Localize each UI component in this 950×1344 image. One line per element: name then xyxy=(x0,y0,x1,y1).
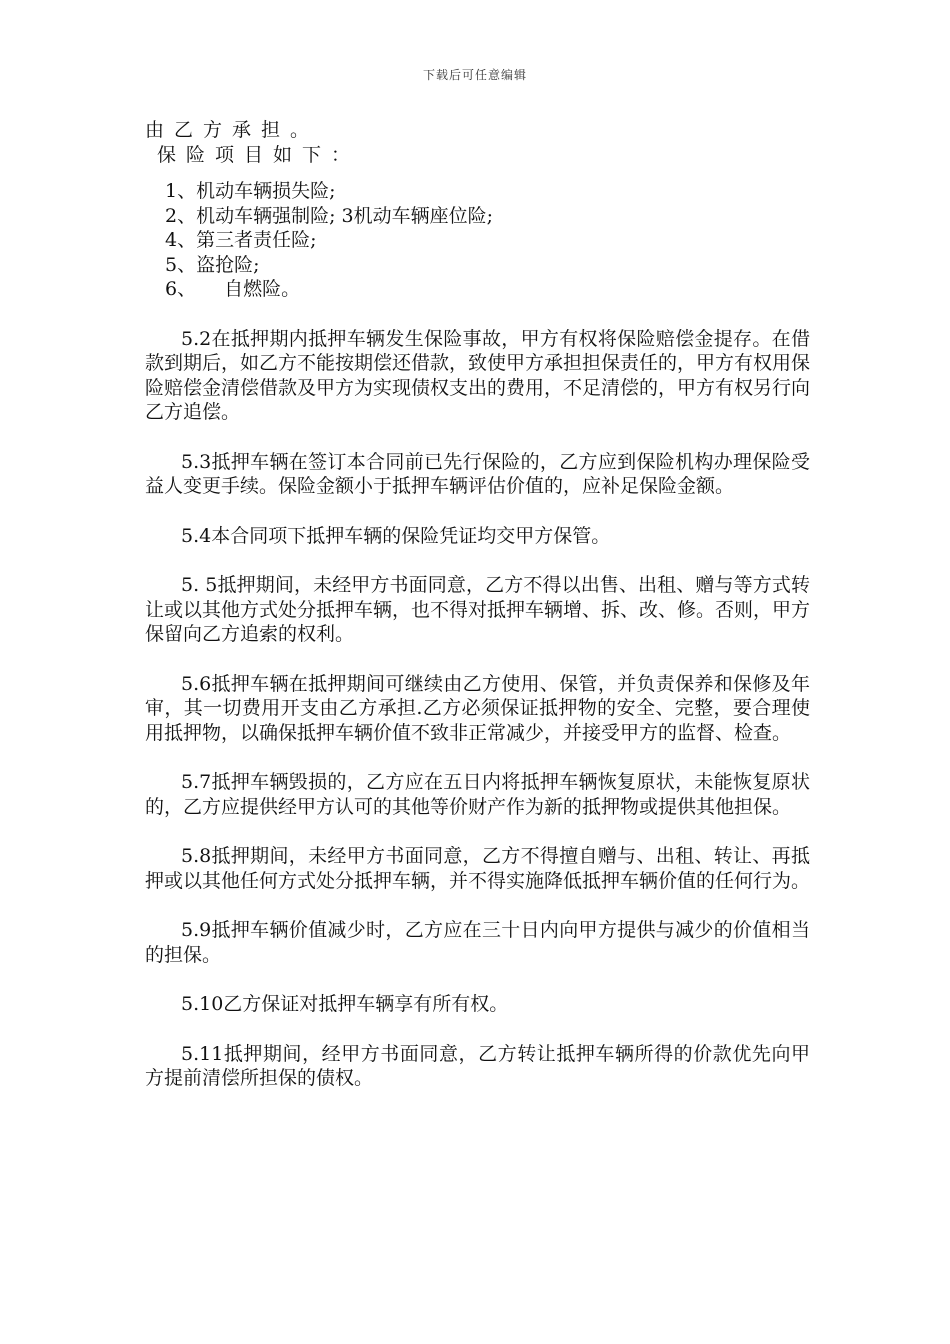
spacer xyxy=(145,1017,810,1042)
spacer xyxy=(145,425,810,450)
page-header: 下载后可任意编辑 xyxy=(422,68,527,82)
list-item-number: 4、 xyxy=(165,229,197,251)
clause-5-11: 5.11抵押期间，经甲方书面同意，乙方转让抵押车辆所得的价款优先向甲方提前清偿所担保的债权。 xyxy=(145,1042,810,1089)
clause-5-3: 5.3抵押车辆在签订本合同前已先行保险的，乙方应到保险机构办理保险受益人变更手续。保险金额小于抵押车辆评估价值的，应补足保险金额。 xyxy=(145,450,810,497)
list-item xyxy=(145,277,810,302)
list-item xyxy=(145,253,810,278)
document-body xyxy=(145,118,810,1091)
clause-5-2: 5.2在抵押期内抵押车辆发生保险事故，甲方有权将保险赔偿金提存。在借款到期后，如乙方不能按期偿还借款，致使甲方承担担保责任的，甲方有权用保险赔偿金清偿借款及甲方为实现债权支出的费用，不足清偿的，甲方有权另行向乙方追偿。 xyxy=(145,327,811,423)
clause-5-7: 5.7抵押车辆毁损的，乙方应在五日内将抵押车辆恢复原状，未能恢复原状的，乙方应提供经甲方认可的其他等价财产作为新的抵押物或提供其他担保。 xyxy=(145,771,810,818)
spacer xyxy=(145,893,810,918)
list-item-number: 1、 xyxy=(165,180,197,202)
list-item-number: 6、 xyxy=(165,278,197,300)
spacer xyxy=(145,647,810,672)
spacer xyxy=(145,302,810,327)
list-item-text: 第三者责任险; xyxy=(196,229,317,251)
clause-5-10: 5.10乙方保证对抵押车辆享有所有权。 xyxy=(181,993,509,1015)
clause-5-8: 5.8抵押期间，未经甲方书面同意，乙方不得擅自赠与、出租、转让、再抵押或以其他任何方式处分抵押车辆，并不得实施降低抵押车辆价值的任何行为。 xyxy=(145,845,811,892)
clause-5-5: 5. 5抵押期间，未经甲方书面同意，乙方不得以出售、出租、赠与等方式转让或以其他方式处分抵押车辆，也不得对抵押车辆增、拆、改、修。否则，甲方保留向乙方追索的权利。 xyxy=(145,574,811,645)
list-item-text: 自燃险。 xyxy=(224,278,301,300)
spacer xyxy=(145,819,810,844)
spacer xyxy=(145,548,810,573)
clause-5-4: 5.4本合同项下抵押车辆的保险凭证均交甲方保管。 xyxy=(181,524,611,547)
intro-line-1: 由乙方承担。 xyxy=(145,119,320,141)
list-item-text: 盗抢险; xyxy=(196,253,260,276)
clause-5-9: 5.9抵押车辆价值减少时，乙方应在三十日内向甲方提供与减少的价值相当的担保。 xyxy=(145,919,810,966)
spacer xyxy=(145,499,810,524)
list-item-text: 机动车辆强制险; 3机动车辆座位险; xyxy=(196,204,494,227)
insurance-list xyxy=(145,179,810,302)
list-item xyxy=(145,204,810,229)
spacer xyxy=(145,967,810,992)
clause-5-6: 5.6抵押车辆在抵押期间可继续由乙方使用、保管，并负责保养和保修及年审，其一切费用开支由乙方承担.乙方必须保证抵押物的安全、完整，要合理使用抵押物，以确保抵押车辆价值不致非正常减少，并接受甲方的监督、检查。 xyxy=(145,672,810,744)
list-item xyxy=(145,228,810,253)
intro-line-2: 保险项目如下： xyxy=(157,143,361,166)
list-item-number: 5、 xyxy=(165,253,197,276)
list-item-text: 机动车辆损失险; xyxy=(196,180,336,202)
list-item-number: 2、 xyxy=(165,204,197,227)
spacer xyxy=(145,745,810,770)
spacer xyxy=(145,167,810,179)
list-item xyxy=(145,179,810,204)
